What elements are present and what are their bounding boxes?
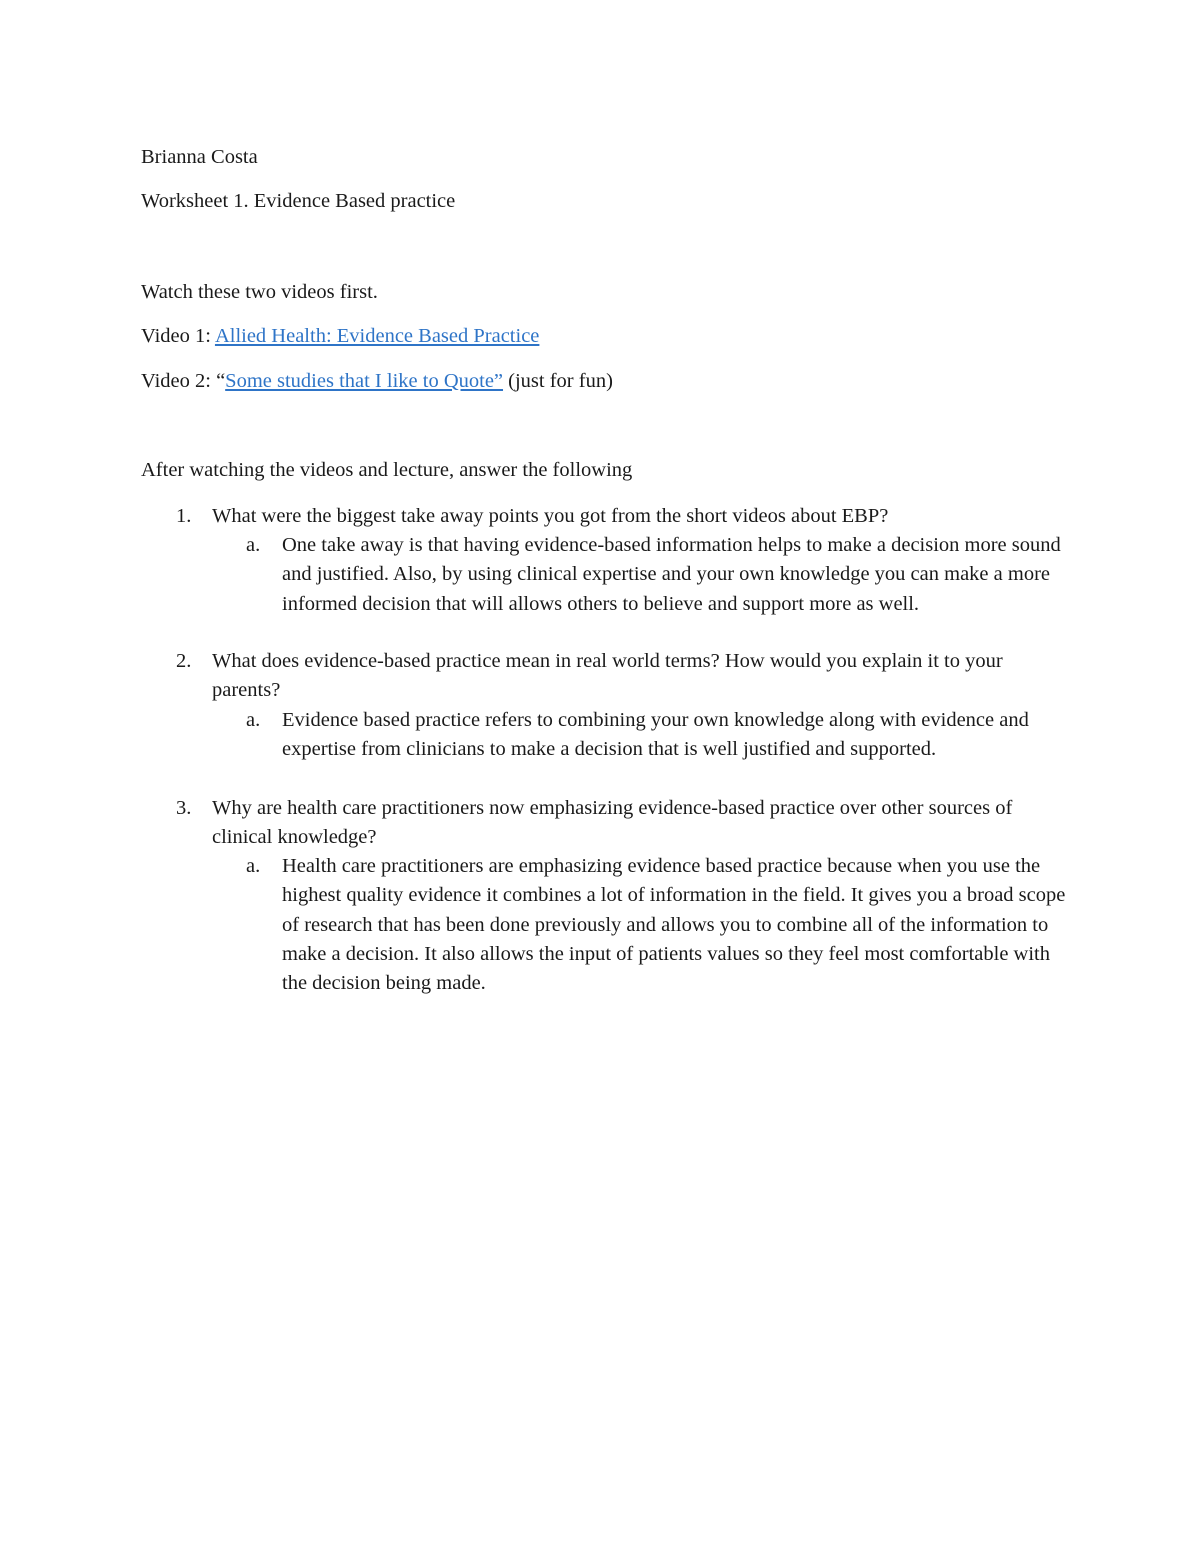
answer-letter: a. — [246, 709, 261, 731]
question-text: Why are health care practitioners now emphasizing evidence-based practice over other sources of clinical knowledge? — [212, 797, 1013, 849]
video-2-label: Video 2: “ — [141, 370, 226, 392]
question-number: 1. — [176, 505, 192, 527]
video-2-line — [141, 368, 613, 394]
worksheet-title: Worksheet 1. Evidence Based practice — [141, 190, 456, 212]
author-name: Brianna Costa — [141, 146, 258, 168]
instruction-text: Watch these two videos first. — [141, 281, 378, 303]
question-number: 3. — [176, 797, 192, 819]
answer-letter: a. — [246, 534, 261, 556]
video-2-note: (just for fun) — [503, 370, 613, 392]
video-1-line — [141, 323, 539, 349]
questions-prompt: After watching the videos and lecture, answer the following — [141, 459, 633, 481]
question-number: 2. — [176, 650, 192, 672]
answer-text: Evidence based practice refers to combining your own knowledge along with evidence and expertise from clinicians to make a decision that is well justified and supported. — [282, 709, 1029, 761]
answer-text: Health care practitioners are emphasizing evidence based practice because when you use the highest quality evidence it combines a lot of information in the field. It gives you a broad scope of research that has been done previously and allows you to combine all of the information to make a decision. It also allows the input of patients values so they feel most comfortable with the decision being made. — [282, 855, 1066, 995]
question-text: What does evidence-based practice mean in real world terms? How would you explain it to your parents? — [212, 650, 1003, 702]
video-1-label: Video 1: — [141, 325, 215, 347]
video-1-link[interactable]: Allied Health: Evidence Based Practice — [214, 325, 540, 347]
answer-text: One take away is that having evidence-based information helps to make a decision more sound and justified. Also, by using clinical expertise and your own knowledge you can make a more informed decision that will allows others to believe and support more as well. — [282, 534, 1061, 615]
answer-letter: a. — [246, 855, 261, 877]
question-text: What were the biggest take away points you got from the short videos about EBP? — [212, 505, 889, 527]
video-2-link[interactable]: Some studies that I like to Quote” — [225, 370, 504, 392]
